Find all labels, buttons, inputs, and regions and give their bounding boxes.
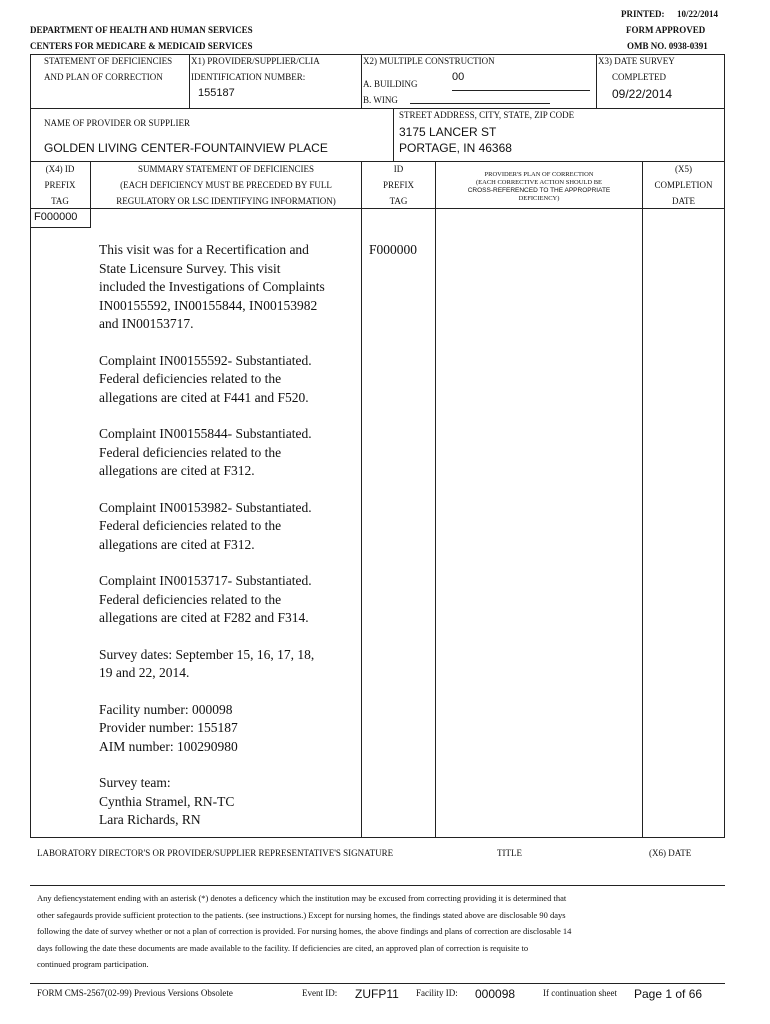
id-divider [435, 161, 436, 838]
x5-header-2: COMPLETION [654, 180, 713, 190]
summary-line: This visit was for a Recertification and [99, 242, 309, 257]
summary-line: Lara Richards, RN [99, 812, 201, 827]
department-title: DEPARTMENT OF HEALTH AND HUMAN SERVICES [30, 25, 253, 35]
footer-top-border [30, 983, 725, 984]
date-label: (X6) DATE [649, 848, 692, 858]
summary-line: and IN00153717. [99, 316, 194, 331]
id-header-1: ID [393, 164, 404, 174]
x3-divider [596, 54, 597, 108]
summary-line: allegations are cited at F312. [99, 536, 255, 552]
facility-id-value: 000098 [475, 987, 516, 1001]
x2-label: X2) MULTIPLE CONSTRUCTION [363, 56, 495, 66]
event-id-value: ZUFP11 [355, 987, 399, 1001]
x5-header-3: DATE [672, 196, 695, 206]
summary-line: Federal deficiencies related to the [99, 591, 282, 607]
x4-header-2: PREFIX [44, 180, 76, 190]
x4-header-3: TAG [51, 196, 69, 206]
tag-cell-right-border [90, 208, 91, 227]
summary-line: allegations are cited at F282 and F314. [99, 610, 309, 625]
wing-underline [410, 103, 550, 104]
statement-label: STATEMENT OF DEFICIENCIES [44, 56, 173, 66]
facility-id-label: Facility ID: [416, 988, 458, 998]
plan-header-4: DEFICIENCY) [518, 195, 560, 202]
disclaimer [37, 890, 637, 973]
summary-line: Facility number: 000098 [99, 701, 233, 717]
provider-name-label: NAME OF PROVIDER OR SUPPLIER [44, 118, 191, 128]
plan-header-1: PROVIDER'S PLAN OF CORRECTION [484, 171, 594, 178]
x2-divider [361, 54, 362, 108]
form-approved: FORM APPROVED [626, 25, 706, 35]
summary-line: Provider number: 155187 [99, 720, 238, 735]
summary-header-3: REGULATORY OR LSC IDENTIFYING INFORMATION) [116, 196, 336, 206]
summary-line: Complaint IN00155844- Substantiated. [99, 426, 312, 441]
disclaimer-line: other safegaurds provide sufficient protection to the patients. (see instructions.) Except for nursing homes, the findings stated above are disclosable 90 days [37, 909, 566, 920]
left-tag: F000000 [34, 211, 78, 223]
summary-paragraph [99, 646, 361, 683]
summary-line: AIM number: 100290980 [99, 738, 238, 754]
omb-number: OMB NO. 0938-0391 [627, 41, 708, 51]
summary-paragraph [99, 774, 361, 830]
provider-id-value: 155187 [198, 87, 235, 99]
title-label: TITLE [497, 848, 522, 858]
wing-label: B. WING [363, 95, 398, 105]
summary-line: 19 and 22, 2014. [99, 665, 190, 680]
summary-line: Survey dates: September 15, 16, 17, 18, [99, 646, 315, 662]
summary-paragraph [99, 701, 361, 757]
right-tag: F000000 [369, 242, 418, 257]
continuation-label: If continuation sheet [543, 988, 617, 998]
summary-line: Federal deficiencies related to the [99, 444, 282, 460]
disclaimer-line: Any defiencystatement ending with an asterisk (*) denotes a deficency which the institution may be excused from correcting providing it is determined that [37, 893, 567, 903]
id-header-3: TAG [389, 196, 408, 206]
summary-paragraph [99, 425, 361, 481]
plan-label: AND PLAN OF CORRECTION [44, 72, 163, 82]
x3-label: X3) DATE SURVEY [598, 56, 675, 66]
page-number: Page 1 of 66 [634, 987, 703, 1001]
summary-line: included the Investigations of Complaints [99, 279, 325, 294]
summary-header-2: (EACH DEFICIENCY MUST BE PRECEDED BY FULL [120, 180, 332, 190]
signature-label: LABORATORY DIRECTOR'S OR PROVIDER/SUPPLIER REPRESENTATIVE'S SIGNATURE [37, 848, 394, 858]
address-divider [393, 108, 394, 161]
summary-paragraph [99, 572, 361, 628]
summary-line: allegations are cited at F441 and F520. [99, 389, 309, 405]
completed-label: COMPLETED [612, 72, 666, 82]
deficiency-summary [99, 241, 361, 848]
summary-line: Cynthia Stramel, RN-TC [99, 793, 235, 809]
address-city: PORTAGE, IN 46368 [399, 141, 512, 155]
summary-line: allegations are cited at F312. [99, 463, 255, 478]
summary-header-1: SUMMARY STATEMENT OF DEFICIENCIES [137, 164, 315, 174]
survey-date-value: 09/22/2014 [612, 87, 673, 101]
summary-line: IN00155592, IN00155844, IN00153982 [99, 297, 318, 313]
address-label: STREET ADDRESS, CITY, STATE, ZIP CODE [399, 110, 575, 120]
top-table-bottom-border [30, 108, 725, 109]
x4-header-1: (X4) ID [45, 164, 75, 174]
x1-divider [189, 54, 190, 108]
printed-label: PRINTED: [621, 9, 665, 19]
centers-title: CENTERS FOR MEDICARE & MEDICAID SERVICES [30, 41, 253, 51]
tag-cell-bottom-border [30, 227, 91, 228]
building-underline [452, 90, 590, 91]
plan-header-2: (EACH CORRECTIVE ACTION SHOULD BE [475, 179, 603, 186]
x1-id-label: IDENTIFICATION NUMBER: [191, 72, 306, 82]
form-id: FORM CMS-2567(02-99) Previous Versions Obsolete [37, 988, 233, 998]
building-value: 00 [452, 71, 465, 83]
summary-line: Complaint IN00155592- Substantiated. [99, 352, 312, 368]
summary-divider [361, 161, 362, 838]
table-right-border [724, 54, 725, 838]
summary-paragraph [99, 241, 361, 334]
table-bottom-border [30, 837, 725, 838]
summary-line: Federal deficiencies related to the [99, 518, 282, 533]
disclaimer-line: following the date of survey whether or not a plan of correction is provided. For nursing homes, the above findings and plans of correction are disclosable 14 [37, 926, 572, 936]
plan-header-3: CROSS-REFERENCED TO THE APPROPRIATE [467, 187, 611, 194]
summary-paragraph [99, 499, 361, 555]
summary-line: Federal deficiencies related to the [99, 371, 282, 386]
event-id-label: Event ID: [302, 988, 338, 998]
address-street: 3175 LANCER ST [399, 125, 497, 139]
plan-divider [642, 161, 643, 838]
summary-paragraph [99, 352, 361, 408]
building-label: A. BUILDING [363, 79, 418, 89]
disclaimer-line: continued program participation. [37, 959, 149, 969]
summary-line: Complaint IN00153982- Substantiated. [99, 499, 312, 515]
disclaimer-line: days following the date these documents are made available to the facility. If deficiencies are cited, an approved plan of correction is requisite to [37, 942, 529, 953]
summary-line: Survey team: [99, 775, 171, 790]
column-header-bottom-border [30, 208, 725, 209]
signature-bottom-border [30, 885, 725, 886]
top-table-top-border [30, 54, 725, 55]
id-header-2: PREFIX [382, 180, 414, 190]
x5-header-1: (X5) [675, 164, 692, 174]
x1-label: X1) PROVIDER/SUPPLIER/CLIA [191, 56, 320, 66]
summary-line: State Licensure Survey. This visit [99, 260, 281, 276]
summary-line: Complaint IN00153717- Substantiated. [99, 573, 312, 588]
printed-date: 10/22/2014 [677, 9, 719, 19]
provider-row-bottom-border [30, 161, 725, 162]
provider-name-value: GOLDEN LIVING CENTER-FOUNTAINVIEW PLACE [44, 141, 328, 155]
